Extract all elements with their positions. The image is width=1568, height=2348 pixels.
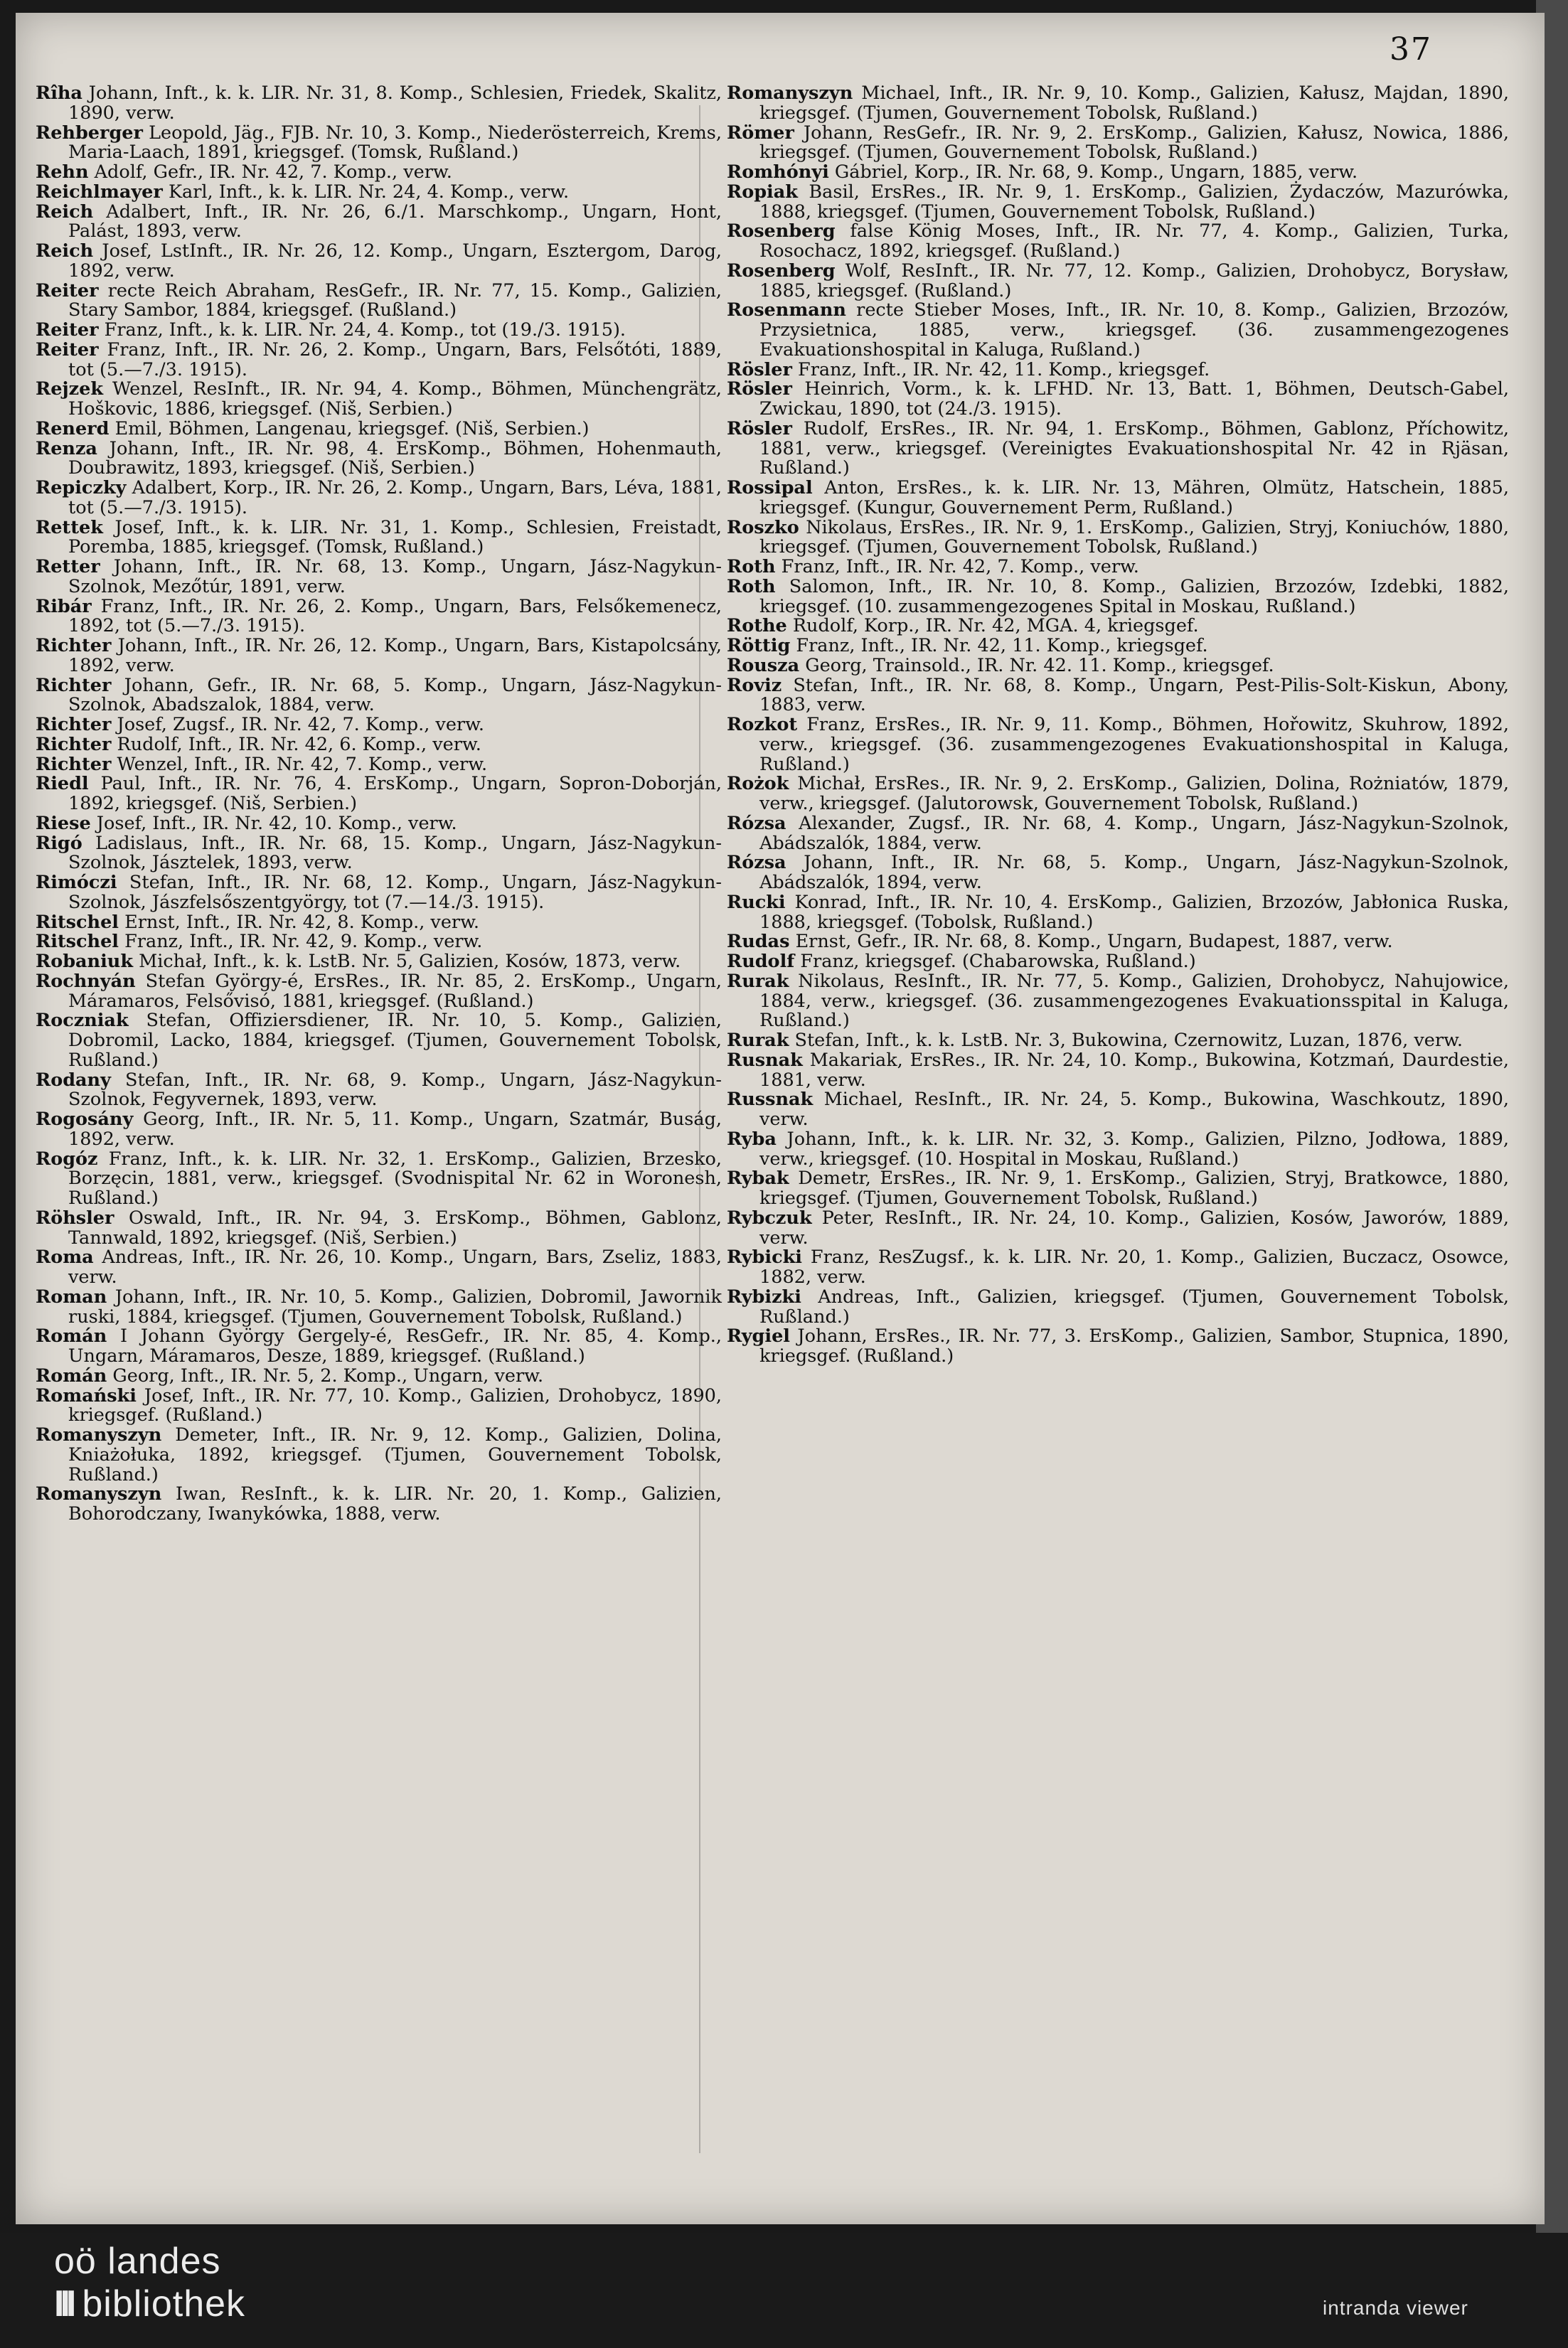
entry-details: Franz, Inft., IR. Nr. 42, 11. Komp., kriegsgef.	[796, 635, 1208, 656]
entry-details: Stefan, Inft., IR. Nr. 68, 12. Komp., Ungarn, Jász-Nagykun-Szolnok, Jászfelsőszentgyörgy, tot (7.—14./3. 1915).	[68, 872, 722, 913]
entry-surname: Rudas	[727, 931, 790, 953]
entry-details: Josef, Zugsf., IR. Nr. 42, 7. Komp., verw.	[117, 714, 485, 735]
entry-details: Rudolf, Korp., IR. Nr. 42, MGA. 4, kriegsgef.	[792, 615, 1199, 637]
entry-surname: Ritschel	[36, 911, 119, 933]
entry-surname: Rösler	[727, 378, 792, 400]
entry-surname: Rösler	[727, 417, 792, 439]
entry-surname: Rigó	[36, 832, 82, 854]
register-entry	[727, 84, 1509, 124]
entry-details: Paul, Inft., IR. Nr. 76, 4. ErsKomp., Ungarn, Sopron-Doborján, 1892, kriegsgef. (Niš, Serbien.)	[68, 773, 722, 814]
register-entry	[36, 380, 722, 420]
entry-details: Josef, Inft., k. k. LIR. Nr. 31, 1. Komp., Schlesien, Freistadt, Poremba, 1885, kriegsgef. (Tomsk, Rußland.)	[68, 516, 722, 558]
entry-surname: Rochnyán	[36, 970, 136, 992]
entry-details: Johann, Inft., IR. Nr. 26, 12. Komp., Ungarn, Bars, Kistapolcsány, 1892, verw.	[68, 635, 722, 676]
entry-surname: Roviz	[727, 674, 782, 696]
register-entry	[36, 1426, 722, 1485]
register-entry	[727, 417, 1509, 479]
entry-details: Johann, Inft., k. k. LIR. Nr. 32, 3. Komp., Galizien, Pilzno, Jodłowa, 1889, verw., kriegsgef. (10. Hospital in Moskau, Rußland.)	[759, 1128, 1509, 1170]
register-entry	[36, 84, 722, 124]
entry-details: Makariak, ErsRes., IR. Nr. 24, 10. Komp., Bukowina, Kotzmań, Daurdestie, 1881, verw.	[759, 1049, 1509, 1091]
entry-surname: Roman	[36, 1286, 107, 1308]
entry-surname: Rehn	[36, 161, 89, 183]
register-entry	[36, 1367, 722, 1387]
entry-details: recte Stieber Moses, Inft., IR. Nr. 10, 8. Komp., Galizien, Brzozów, Przysietnica, 1885, verw., kriegsgef. (36. zusammengezogenes Evakuationshospital in Kaluga, Rußland.)	[759, 299, 1509, 361]
entry-surname: Reich	[36, 201, 94, 223]
entry-details: Johann, Inft., IR. Nr. 10, 5. Komp., Galizien, Dobromil, Jawornik ruski, 1884, kriegsgef. (Tjumen, Gouvernement Tobolsk, Rußland.)	[68, 1286, 722, 1328]
entry-details: Stefan, Offiziersdiener, IR. Nr. 10, 5. Komp., Galizien, Dobromil, Lacko, 1884, kriegsgef. (Tjumen, Gouvernement Tobolsk, Rußland.)	[68, 1010, 722, 1071]
register-entry	[36, 338, 722, 380]
document-page	[16, 13, 1545, 2224]
entry-surname: Rózsa	[727, 812, 786, 834]
entry-surname: Rudolf	[727, 951, 795, 972]
entry-surname: Román	[36, 1325, 107, 1348]
entry-details: Johann, Inft., IR. Nr. 98, 4. ErsKomp., Böhmen, Hohenmauth, Doubrawitz, 1893, kriegsgef. (Niš, Serbien.)	[68, 437, 722, 479]
entry-details: Franz, ResZugsf., k. k. LIR. Nr. 20, 1. Komp., Galizien, Buczacz, Osowce, 1882, verw.	[759, 1247, 1510, 1288]
register-entry	[36, 417, 722, 439]
register-entry	[36, 183, 722, 203]
entry-details: Anton, ErsRes., k. k. LIR. Nr. 13, Mähren, Olmütz, Hatschein, 1885, kriegsgef. (Kungur, Gouvernement Perm, Rußland.)	[759, 477, 1510, 518]
register-entry	[727, 380, 1509, 420]
entry-details: Adolf, Gefr., IR. Nr. 42, 7. Komp., verw.	[94, 161, 452, 183]
entry-surname: Repiczky	[36, 477, 127, 498]
register-entry	[727, 676, 1509, 716]
entry-details: Ernst, Inft., IR. Nr. 42, 8. Komp., verw.	[124, 911, 480, 933]
entry-surname: Rimóczi	[36, 872, 117, 893]
entry-details: Michael, Inft., IR. Nr. 9, 10. Komp., Galizien, Kałusz, Majdan, 1890, kriegsgef. (Tjumen, Gouvernement Tobolsk, Rußland.)	[759, 82, 1510, 124]
entry-details: Ladislaus, Inft., IR. Nr. 68, 15. Komp., Ungarn, Jász-Nagykun-Szolnok, Jásztelek, 1893, verw.	[68, 832, 722, 874]
entry-surname: Rehberger	[36, 122, 143, 144]
register-entry	[727, 479, 1509, 518]
entry-details: Adalbert, Korp., IR. Nr. 26, 2. Komp., Ungarn, Bars, Léva, 1881, tot (5.—7./3. 1915).	[68, 477, 722, 518]
entry-surname: Romanyszyn	[727, 82, 853, 104]
register-entry	[36, 1150, 722, 1209]
entry-surname: Rothe	[727, 615, 787, 637]
register-entry	[36, 557, 722, 597]
register-entry	[727, 932, 1509, 952]
entry-details: Alexander, Zugsf., IR. Nr. 68, 4. Komp., Ungarn, Jász-Nagykun-Szolnok, Abádszalók, 1884, verw.	[759, 812, 1509, 854]
entry-details: Iwan, ResInft., k. k. LIR. Nr. 20, 1. Komp., Galizien, Bohorodczany, Iwanykówka, 1888, verw.	[68, 1483, 722, 1525]
register-entry	[727, 1051, 1509, 1091]
entry-surname: Reiter	[36, 338, 99, 361]
entry-surname: Rurak	[727, 970, 789, 992]
entry-surname: Rossipal	[727, 477, 813, 498]
entry-details: Stefan György-é, ErsRes., IR. Nr. 85, 2. ErsKomp., Ungarn, Máramaros, Felsővisó, 1881, kriegsgef. (Rußland.)	[68, 970, 722, 1012]
register-entry	[36, 834, 722, 874]
register-entry	[36, 439, 722, 479]
entry-surname: Romhónyi	[727, 161, 829, 183]
register-entry	[36, 715, 722, 735]
entry-details: Nikolaus, ErsRes., IR. Nr. 9, 1. ErsKomp., Galizien, Stryj, Koniuchów, 1880, kriegsgef. (Tjumen, Gouvernement Tobolsk, Rußland.)	[759, 516, 1509, 558]
entry-surname: Richter	[36, 674, 112, 696]
entry-details: Johann, Inft., k. k. LIR. Nr. 31, 8. Komp., Schlesien, Friedek, Skalitz, 1890, verw.	[68, 82, 722, 124]
entry-surname: Ribár	[36, 595, 92, 617]
entry-surname: Richter	[36, 753, 112, 775]
library-logo[interactable]	[54, 2240, 245, 2325]
entry-details: Franz, ErsRes., IR. Nr. 9, 11. Komp., Böhmen, Hořowitz, Skuhrow, 1892, verw., kriegsgef. (36. zusammengezogenes Evakuationshospital in Kaluga, Rußland.)	[759, 714, 1509, 775]
register-entry	[727, 774, 1509, 814]
entry-surname: Rettek	[36, 516, 103, 538]
entry-details: Wolf, ResInft., IR. Nr. 77, 12. Komp., Galizien, Drohobycz, Borysław, 1885, kriegsgef. (Rußland.)	[759, 260, 1509, 301]
register-entry	[727, 1327, 1509, 1367]
entry-surname: Rejzek	[36, 378, 104, 400]
left-column	[36, 84, 722, 1525]
entry-surname: Romanyszyn	[36, 1424, 162, 1446]
entry-details: Georg, Inft., IR. Nr. 5, 11. Komp., Ungarn, Szatmár, Buság, 1892, verw.	[68, 1109, 722, 1150]
entry-surname: Romański	[36, 1384, 137, 1407]
entry-surname: Roma	[36, 1247, 94, 1269]
logo-line-2	[54, 2283, 245, 2325]
entry-surname: Renza	[36, 437, 97, 459]
register-entry	[36, 972, 722, 1012]
logo-word: bibliothek	[82, 2283, 246, 2325]
entry-surname: Rybczuk	[727, 1207, 812, 1229]
register-entry	[727, 972, 1509, 1031]
register-entry	[36, 1384, 722, 1426]
entry-details: Franz, Inft., IR. Nr. 26, 2. Komp., Ungarn, Bars, Felsőkemenecz, 1892, tot (5.—7./3. 1915).	[68, 595, 722, 637]
entry-surname: Rodany	[36, 1069, 111, 1091]
register-entry	[727, 183, 1509, 223]
entry-details: Demeter, Inft., IR. Nr. 9, 12. Komp., Galizien, Dolina, Kniażołuka, 1892, kriegsgef. (Tjumen, Gouvernement Tobolsk, Rußland.)	[68, 1424, 722, 1485]
register-entry	[727, 1090, 1509, 1130]
register-entry	[36, 1327, 722, 1367]
register-entry	[36, 735, 722, 755]
register-entry	[36, 279, 722, 321]
entry-surname: Rogosány	[36, 1109, 134, 1130]
register-entry	[36, 814, 722, 834]
register-entry	[727, 1248, 1509, 1288]
register-entry	[727, 617, 1509, 636]
register-entry	[727, 893, 1509, 933]
entry-surname: Riedl	[36, 773, 89, 795]
entry-details: Stefan, Inft., k. k. LstB. Nr. 3, Bukowina, Czernowitz, Luzan, 1876, verw.	[794, 1030, 1463, 1051]
entry-details: Andreas, Inft., IR. Nr. 26, 10. Komp., Ungarn, Bars, Zseliz, 1883, verw.	[68, 1247, 722, 1288]
entry-surname: Rosenberg	[727, 220, 836, 242]
register-entry	[36, 1288, 722, 1328]
register-entry	[36, 1209, 722, 1249]
register-entry	[36, 124, 722, 164]
entry-surname: Roczniak	[36, 1010, 129, 1032]
entry-surname: Rösler	[727, 358, 792, 380]
register-entry	[727, 358, 1509, 380]
entry-details: Georg, Trainsold., IR. Nr. 42. 11. Komp., kriegsgef.	[805, 654, 1274, 676]
entry-details: Johann, ResGefr., IR. Nr. 9, 2. ErsKomp., Galizien, Kałusz, Nowica, 1886, kriegsgef. (Tjumen, Gouvernement Tobolsk, Rußland.)	[759, 122, 1510, 164]
register-entry	[36, 1248, 722, 1288]
entry-surname: Renerd	[36, 417, 110, 439]
entry-details: Ernst, Gefr., IR. Nr. 68, 8. Komp., Ungarn, Budapest, 1887, verw.	[795, 931, 1393, 953]
register-entry	[36, 952, 722, 972]
entry-surname: Romanyszyn	[36, 1483, 162, 1505]
entry-surname: Ryba	[727, 1128, 777, 1150]
register-entry	[36, 242, 722, 282]
logo-line-1: oö landes	[54, 2241, 221, 2282]
register-entry	[727, 1031, 1509, 1051]
entry-details: Leopold, Jäg., FJB. Nr. 10, 3. Komp., Niederösterreich, Krems, Maria-Laach, 1891, kriegsgef. (Tomsk, Rußland.)	[68, 122, 722, 164]
entry-details: Michał, Inft., k. k. LstB. Nr. 5, Galizien, Kosów, 1873, verw.	[139, 951, 681, 972]
entry-surname: Richter	[36, 635, 112, 656]
entry-surname: Rosenberg	[727, 260, 836, 282]
register-entry	[727, 715, 1509, 774]
register-entry	[727, 814, 1509, 854]
entry-details: Rudolf, Inft., IR. Nr. 42, 6. Komp., verw.	[117, 733, 481, 755]
entry-surname: Richter	[36, 714, 112, 735]
entry-details: Basil, ErsRes., IR. Nr. 9, 1. ErsKomp., Galizien, Żydaczów, Mazurówka, 1888, kriegsgef. (Tjumen, Gouvernement Tobolsk, Rußland.)	[759, 181, 1509, 223]
register-entry	[36, 932, 722, 952]
right-column	[727, 84, 1509, 1367]
register-entry	[36, 163, 722, 183]
register-entry	[36, 1485, 722, 1525]
entry-surname: Reichlmayer	[36, 181, 163, 203]
entry-details: Josef, Inft., IR. Nr. 77, 10. Komp., Galizien, Drohobycz, 1890, kriegsgef. (Rußland.)	[68, 1384, 722, 1426]
entry-surname: Roszko	[727, 516, 799, 538]
entry-details: Michael, ResInft., IR. Nr. 24, 5. Komp., Bukowina, Waschkoutz, 1890, verw.	[759, 1089, 1509, 1130]
entry-surname: Rucki	[727, 891, 786, 913]
entry-details: Emil, Böhmen, Langenau, kriegsgef. (Niš, Serbien.)	[114, 417, 590, 439]
viewer-brand[interactable]: intranda viewer	[1323, 2297, 1468, 2319]
entry-surname: Reich	[36, 240, 94, 262]
entry-details: Stefan, Inft., IR. Nr. 68, 8. Komp., Ungarn, Pest-Pilis-Solt-Kiskun, Abony, 1883, verw.	[759, 674, 1509, 716]
entry-surname: Rozkot	[727, 714, 798, 735]
entry-surname: Rygiel	[727, 1325, 790, 1348]
entry-details: Johann, Gefr., IR. Nr. 68, 5. Komp., Ungarn, Jász-Nagykun-Szolnok, Abadszalok, 1884, verw.	[68, 674, 722, 716]
entry-details: Salomon, Inft., IR. Nr. 10, 8. Komp., Galizien, Brzozów, Izdebki, 1882, kriegsgef. (10. zusammengezogenes Spital in Moskau, Rußland.)	[759, 575, 1510, 617]
entry-details: Adalbert, Inft., IR. Nr. 26, 6./1. Marschkomp., Ungarn, Hont, Palást, 1893, verw.	[68, 201, 722, 242]
entry-details: recte Reich Abraham, ResGefr., IR. Nr. 77, 15. Komp., Galizien, Stary Sambor, 1884, kriegsgef. (Rußland.)	[68, 279, 722, 321]
register-entry	[36, 518, 722, 558]
entry-details: Johann, ErsRes., IR. Nr. 77, 3. ErsKomp., Galizien, Sambor, Stupnica, 1890, kriegsgef. (Rußland.)	[759, 1325, 1510, 1367]
register-entry	[727, 636, 1509, 656]
entry-details: Franz, Inft., IR. Nr. 42, 7. Komp., verw.	[781, 556, 1139, 577]
entry-details: Gábriel, Korp., IR. Nr. 68, 9. Komp., Ungarn, 1885, verw.	[834, 161, 1358, 183]
entry-details: Wenzel, ResInft., IR. Nr. 94, 4. Komp., Böhmen, Münchengrätz, Hoškovic, 1886, kriegsgef. (Niš, Serbien.)	[68, 378, 722, 420]
entry-details: false König Moses, Inft., IR. Nr. 77, 4. Komp., Galizien, Turka, Rosochacz, 1892, kriegsgef. (Rußland.)	[759, 220, 1509, 262]
register-entry	[36, 774, 722, 814]
register-entry	[727, 557, 1509, 577]
register-entry	[36, 203, 722, 242]
entry-details: Karl, Inft., k. k. LIR. Nr. 24, 4. Komp., verw.	[168, 181, 570, 203]
entry-surname: Rosenmann	[727, 299, 846, 321]
entry-surname: Román	[36, 1365, 107, 1387]
register-entry	[36, 913, 722, 933]
entry-surname: Robaniuk	[36, 951, 133, 972]
register-entry	[36, 873, 722, 913]
entry-details: Nikolaus, ResInft., IR. Nr. 77, 5. Komp., Galizien, Drohobycz, Nahujowice, 1884, verw., kriegsgef. (36. zusammengezogenes Evakuationsspital in Kaluga, Rußland.)	[759, 970, 1509, 1032]
entry-surname: Rybicki	[727, 1247, 802, 1269]
entry-details: Franz, Inft., IR. Nr. 26, 2. Komp., Ungarn, Bars, Felsőtóti, 1889, tot (5.—7./3. 1915).	[68, 338, 722, 380]
entry-surname: Rybizki	[727, 1286, 801, 1308]
page-number: 37	[1390, 31, 1432, 68]
entry-details: Rudolf, ErsRes., IR. Nr. 94, 1. ErsKomp., Böhmen, Gablonz, Příchowitz, 1881, verw., kriegsgef. (Vereinigtes Evakuationshospital Nr. 42 in Rjäsan, Rußland.)	[759, 417, 1509, 479]
entry-surname: Reiter	[36, 279, 99, 301]
register-entry	[36, 755, 722, 775]
entry-surname: Reiter	[36, 319, 99, 341]
entry-details: I Johann György Gergely-é, ResGefr., IR. Nr. 85, 4. Komp., Ungarn, Máramaros, Desze, 1889, kriegsgef. (Rußland.)	[68, 1325, 722, 1367]
entry-details: Franz, Inft., IR. Nr. 42, 11. Komp., kriegsgef.	[798, 358, 1210, 380]
register-entry	[36, 676, 722, 716]
register-entry	[727, 656, 1509, 676]
register-entry	[36, 1071, 722, 1111]
entry-details: Josef, Inft., IR. Nr. 42, 10. Komp., verw.	[96, 812, 457, 834]
register-entry	[727, 853, 1509, 893]
entry-surname: Rousza	[727, 654, 800, 676]
entry-details: Franz, Inft., k. k. LIR. Nr. 24, 4. Komp., tot (19./3. 1915).	[104, 319, 626, 341]
entry-surname: Rybak	[727, 1168, 789, 1190]
register-entry	[727, 1169, 1509, 1209]
register-entry	[727, 1209, 1509, 1249]
entry-details: Stefan, Inft., IR. Nr. 68, 9. Komp., Ungarn, Jász-Nagykun-Szolnok, Fegyvernek, 1893, verw.	[68, 1069, 722, 1111]
entry-surname: Rurak	[727, 1030, 789, 1051]
entry-details: Michał, ErsRes., IR. Nr. 9, 2. ErsKomp., Galizien, Dolina, Rożniatów, 1879, verw., kriegsgef. (Jalutorowsk, Gouvernement Tobolsk, Rußland.)	[759, 773, 1509, 814]
entry-details: Peter, ResInft., IR. Nr. 24, 10. Komp., Galizien, Kosów, Jaworów, 1889, verw.	[759, 1207, 1510, 1249]
register-entry	[727, 518, 1509, 558]
register-entry	[36, 321, 722, 341]
entry-details: Johann, Inft., IR. Nr. 68, 5. Komp., Ungarn, Jász-Nagykun-Szolnok, Abádszalók, 1894, verw.	[759, 852, 1509, 893]
entry-details: Georg, Inft., IR. Nr. 5, 2. Komp., Ungarn, verw.	[112, 1365, 544, 1387]
register-entry	[727, 1288, 1509, 1328]
entry-details: Josef, LstInft., IR. Nr. 26, 12. Komp., Ungarn, Esztergom, Darog, 1892, verw.	[68, 240, 722, 282]
logo-bars-icon: III	[54, 2283, 73, 2325]
entry-surname: Rîha	[36, 82, 82, 104]
entry-surname: Rózsa	[727, 852, 786, 874]
entry-surname: Roth	[727, 556, 776, 577]
register-entry	[36, 597, 722, 637]
register-entry	[36, 479, 722, 518]
register-entry	[36, 636, 722, 676]
entry-surname: Richter	[36, 733, 112, 755]
entry-surname: Russnak	[727, 1089, 814, 1111]
register-entry	[727, 952, 1509, 972]
register-entry	[727, 577, 1509, 617]
entry-surname: Riese	[36, 812, 91, 834]
entry-details: Konrad, Inft., IR. Nr. 10, 4. ErsKomp., Galizien, Brzozów, Jabłonica Ruska, 1888, kriegsgef. (Tobolsk, Rußland.)	[759, 891, 1509, 933]
entry-details: Wenzel, Inft., IR. Nr. 42, 7. Komp., verw.	[117, 753, 488, 775]
register-entry	[727, 262, 1509, 301]
entry-details: Franz, Inft., IR. Nr. 42, 9. Komp., verw.	[124, 931, 483, 953]
entry-details: Demetr, ErsRes., IR. Nr. 9, 1. ErsKomp., Galizien, Stryj, Bratkowce, 1880, kriegsgef. (Tjumen, Gouvernement Tobolsk, Rußland.)	[759, 1168, 1509, 1209]
entry-details: Johann, Inft., IR. Nr. 68, 13. Komp., Ungarn, Jász-Nagykun-Szolnok, Mezőtúr, 1891, verw.	[68, 556, 722, 597]
entry-surname: Rusnak	[727, 1049, 803, 1071]
register-entry	[727, 301, 1509, 360]
entry-details: Franz, Inft., k. k. LIR. Nr. 32, 1. ErsKomp., Galizien, Brzesko, Borzęcin, 1881, verw., kriegsgef. (Svodnispital Nr. 62 in Woronesh, Rußland.)	[68, 1148, 722, 1209]
entry-surname: Römer	[727, 122, 794, 144]
register-entry	[727, 124, 1509, 164]
register-entry	[36, 1011, 722, 1070]
register-entry	[727, 1130, 1509, 1170]
entry-surname: Roth	[727, 575, 776, 597]
entry-surname: Rożok	[727, 773, 789, 795]
register-entry	[36, 1110, 722, 1150]
entry-surname: Rogóz	[36, 1148, 98, 1170]
entry-details: Andreas, Inft., Galizien, kriegsgef. (Tjumen, Gouvernement Tobolsk, Rußland.)	[759, 1286, 1509, 1328]
entry-details: Franz, kriegsgef. (Chabarowska, Rußland.)	[800, 951, 1196, 972]
entry-surname: Röttig	[727, 635, 791, 656]
entry-details: Oswald, Inft., IR. Nr. 94, 3. ErsKomp., Böhmen, Gablonz, Tannwald, 1892, kriegsgef. (Niš, Serbien.)	[68, 1207, 722, 1249]
register-entry	[727, 163, 1509, 183]
entry-surname: Ritschel	[36, 931, 119, 953]
entry-surname: Ropiak	[727, 181, 798, 203]
entry-surname: Röhsler	[36, 1207, 114, 1229]
entry-details: Heinrich, Vorm., k. k. LFHD. Nr. 13, Batt. 1, Böhmen, Deutsch-Gabel, Zwickau, 1890, tot (24./3. 1915).	[759, 378, 1509, 420]
register-entry	[727, 222, 1509, 262]
entry-surname: Retter	[36, 556, 100, 577]
